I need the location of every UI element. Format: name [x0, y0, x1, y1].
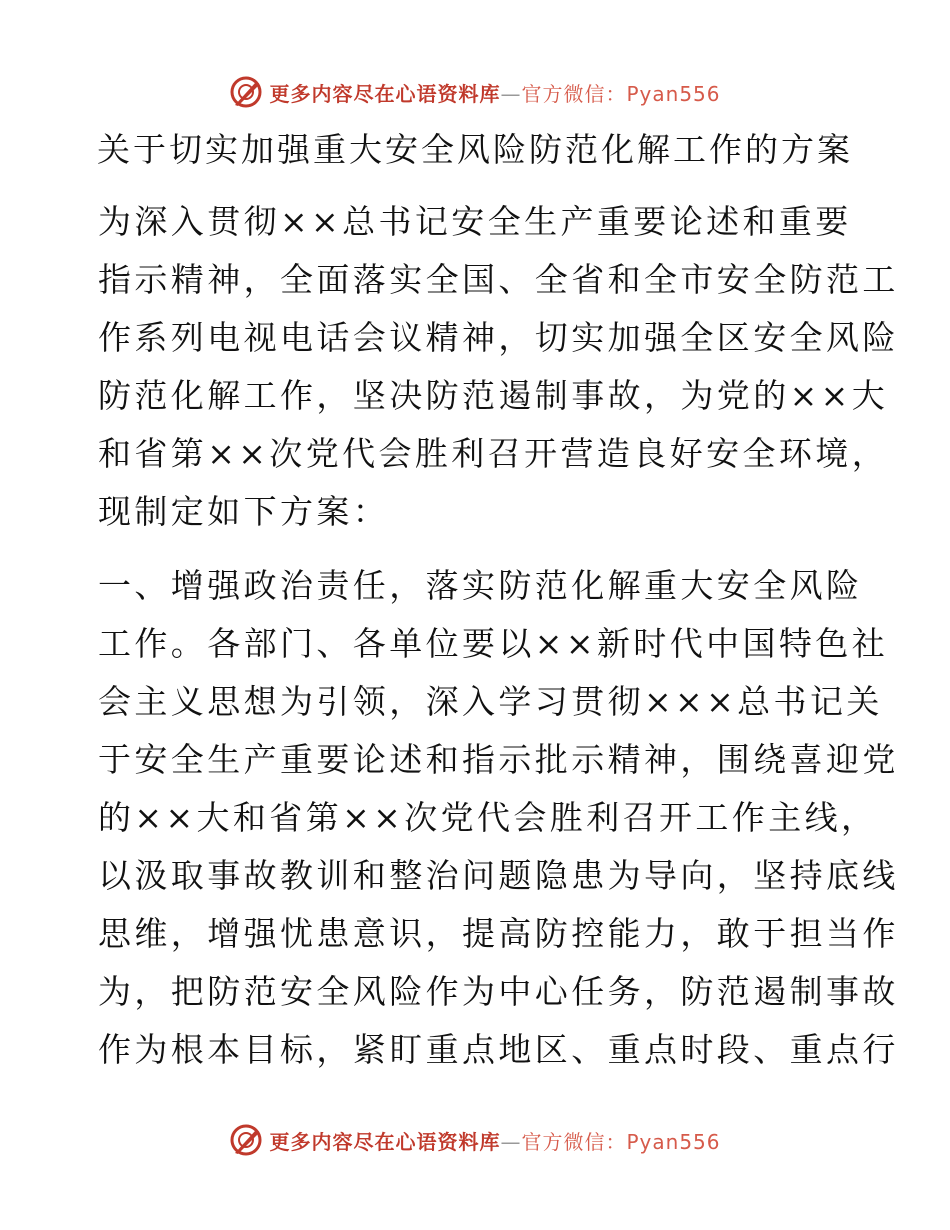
paragraph-line: 和省第××次党代会胜利召开营造良好安全环境， [98, 434, 889, 473]
paragraph-line: 指示精神，全面落实全国、全省和全市安全防范工 [98, 260, 899, 299]
paragraph-intro [98, 193, 899, 541]
watermark-wechat-label: 官方微信： [521, 1129, 627, 1154]
watermark-wechat-label: 官方微信： [521, 81, 627, 106]
paragraph-line: 为深入贯彻××总书记安全生产重要论述和重要 [98, 202, 852, 241]
document-title: 关于切实加强重大安全风险防范化解工作的方案 [97, 130, 853, 169]
watermark-banner-bottom [0, 1118, 950, 1162]
watermark-separator: — [500, 1129, 522, 1154]
paragraph-line: 于安全生产重要论述和指示批示精神，围绕喜迎党 [98, 740, 899, 779]
watermark-wechat-id: Pyan556 [626, 1129, 721, 1154]
paragraph-line: 的××大和省第××次党代会胜利召开工作主线， [98, 798, 878, 837]
watermark-wechat-id: Pyan556 [626, 81, 721, 106]
paragraph-section-one [98, 557, 899, 1079]
paragraph-line: 为，把防范安全风险作为中心任务，防范遏制事故 [98, 972, 899, 1011]
watermark-text [269, 1126, 720, 1155]
pen-logo-icon [229, 1123, 263, 1157]
paragraph-line: 现制定如下方案： [98, 492, 390, 531]
watermark-separator: — [500, 81, 522, 106]
paragraph-line: 作系列电视电话会议精神，切实加强全区安全风险 [98, 318, 899, 357]
watermark-banner-top [0, 70, 950, 114]
paragraph-line: 思维，增强忧患意识，提高防控能力，敢于担当作 [98, 914, 899, 953]
paragraph-line: 作为根本目标，紧盯重点地区、重点时段、重点行 [98, 1030, 899, 1069]
paragraph-line: 防范化解工作，坚决防范遏制事故，为党的××大 [98, 376, 889, 415]
watermark-main: 更多内容尽在心语资料库 [269, 81, 501, 106]
paragraph-line: 工作。各部门、各单位要以××新时代中国特色社 [98, 624, 889, 663]
watermark-main: 更多内容尽在心语资料库 [269, 1129, 501, 1154]
pen-logo-icon [229, 75, 263, 109]
paragraph-line: 一、增强政治责任，落实防范化解重大安全风险 [98, 566, 863, 605]
watermark-text [269, 78, 720, 107]
paragraph-line: 以汲取事故教训和整治问题隐患为导向，坚持底线 [98, 856, 899, 895]
paragraph-line: 会主义思想为引领，深入学习贯彻×××总书记关 [98, 682, 883, 721]
